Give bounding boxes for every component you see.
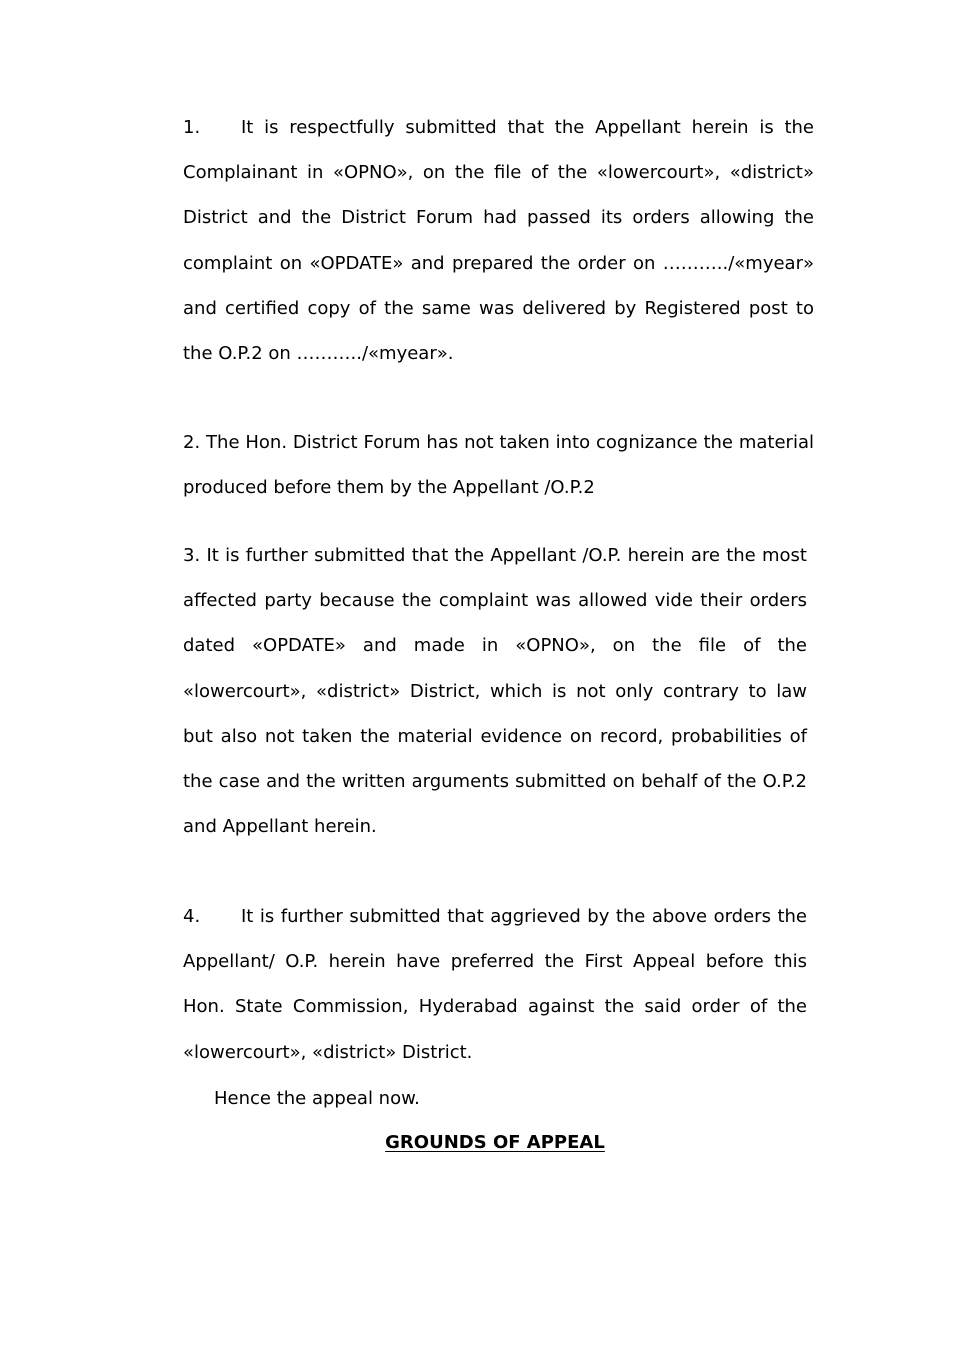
paragraph-1-text: It is respectfully submitted that the Appellant herein is the Complainant in «OPNO», on the file of the «lowercourt», «district» District and the District Forum had passed its orders allowing the complaint on «OPDATE» and prepared the order on ………../«myear» and certified copy of the same was delivered by Registered post to the O.P.2 on ………../«myear».	[183, 117, 814, 365]
paragraph-1	[183, 105, 814, 376]
paragraph-4-number: 4.	[183, 906, 201, 927]
paragraph-4-text: It is further submitted that aggrieved by the above orders the Appellant/ O.P. herein have preferred the First Appeal before this Hon. State Commission, Hyderabad against the said order of the «lowercourt», «district» District.	[183, 906, 807, 1063]
paragraph-4	[183, 894, 807, 1075]
paragraph-2	[183, 420, 814, 510]
paragraph-3	[183, 533, 807, 849]
section-heading-text: GROUNDS OF APPEAL	[385, 1132, 605, 1153]
paragraph-2-text: 2. The Hon. District Forum has not taken into cognizance the material produced before them by the Appellant /O.P.2	[183, 432, 814, 499]
paragraph-1-number: 1.	[183, 117, 201, 138]
paragraph-3-text: 3. It is further submitted that the Appellant /O.P. herein are the most affected party because the complaint was allowed vide their orders dated «OPDATE» and made in «OPNO», on the file of the «lowercourt», «district» District, which is not only contrary to law but also not taken the material evidence on record, probabilities of the case and the written arguments submitted on behalf of the O.P.2 and Appellant herein.	[183, 545, 807, 838]
section-heading	[183, 1120, 807, 1165]
closing-line: Hence the appeal now.	[214, 1088, 420, 1109]
